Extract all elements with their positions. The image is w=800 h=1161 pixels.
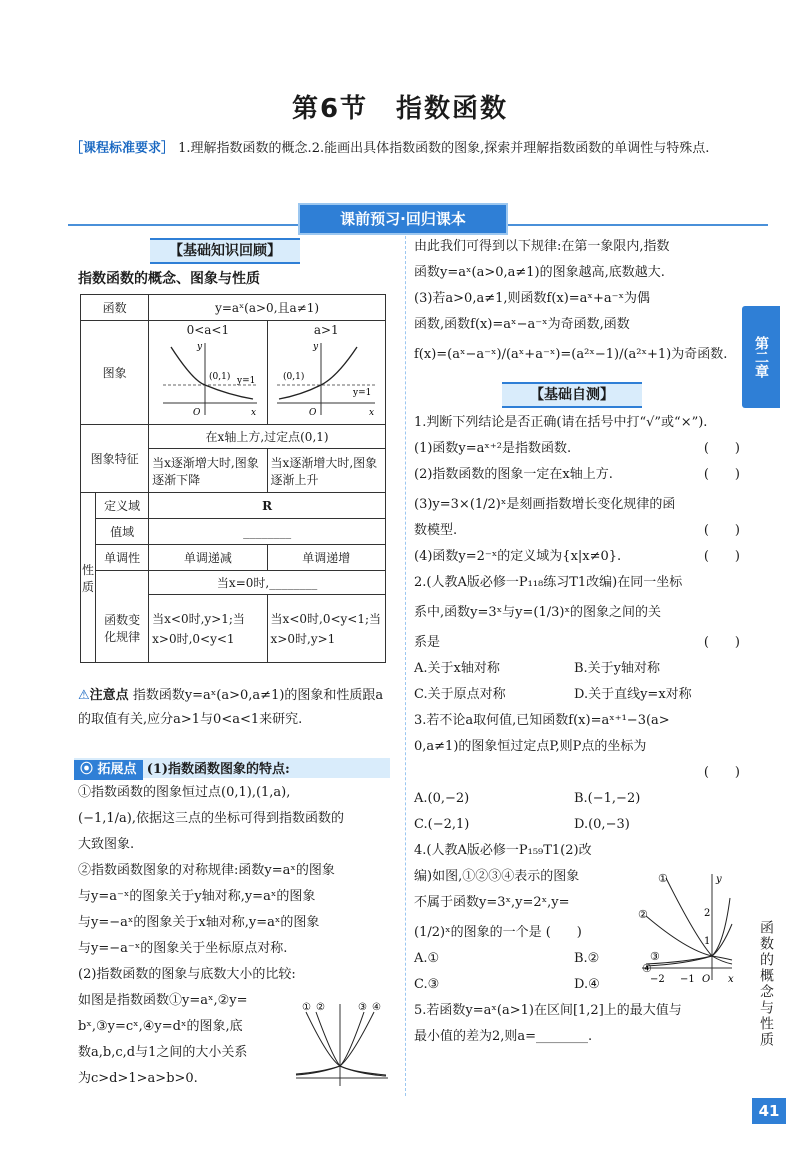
q1-4: (4)函数y=2⁻ˣ的定义域为{x|x≠0}. ( ) [414,544,740,570]
q4-curve-4: ④ [642,962,652,975]
knowledge-review-head: 【基础知识回顾】 [150,238,300,264]
q3-paren [414,760,740,786]
q4-opt-c[interactable]: C.③ [414,977,440,992]
standard-tag: ［课程标准要求］ [70,141,175,156]
q3-options [414,786,740,838]
note-tag: 注意点 [89,688,129,703]
answer-paren[interactable]: ( ) [703,467,740,482]
cond-left: 0<a<1 [186,323,230,337]
q4-x-axis: x [728,974,734,985]
ext-line-11: 数a,b,c,d与1之间的大小关系 [78,1045,248,1060]
graph-decreasing [149,321,267,425]
feature-common: 在x轴上方,过定点(0,1) [149,425,386,449]
extension-head [74,758,390,778]
q3a: 3.若不论a取何值,已知函数f(x)=aˣ⁺¹−3(a> [414,713,670,728]
q4c: 不属于函数y=3ˣ,y=2ˣ,y= [414,895,570,910]
q4-tick-1: 1 [704,936,711,947]
q4-graph [636,868,736,988]
note-block [78,684,392,732]
func-label: 函数 [81,295,149,321]
range-label: 值域 [96,519,149,545]
change-left: 当x<0时,y>1;当x>0时,0<y<1 [149,595,267,663]
q2-opt-d[interactable]: D.关于直线y=x对称 [574,687,692,702]
answer-paren[interactable]: ( ) [703,441,740,456]
chapter-side-label: 函数的概念与性质 [758,920,774,1048]
curve-label-4: ④ [372,1002,381,1013]
q2-opt-b[interactable]: B.关于y轴对称 [574,661,661,676]
answer-paren[interactable]: ( ) [703,765,740,780]
x-axis-left: x [250,408,256,418]
graph-label: 图象 [81,321,149,425]
q1-3b: 数模型. ( ) [414,518,740,544]
feature-right: 当x逐渐增大时,图象逐渐上升 [267,449,385,493]
right-intro [414,234,740,368]
q4-origin: O [702,974,711,985]
q4-y-axis: y [716,874,722,885]
answer-paren[interactable]: ( ) [545,925,582,940]
origin-left: O [192,408,201,418]
q3-opt-d[interactable]: D.(0,−3) [574,817,630,832]
change-label: 函数变化规律 [96,595,149,663]
q4-opt-b[interactable]: B.② [574,951,600,966]
extension-tag [74,760,143,780]
ext-line-6: 与y=−aˣ的图象关于x轴对称,y=aˣ的图象 [78,915,320,930]
ext-line-8: (2)指数函数的图象与底数大小的比较: [78,967,296,982]
q2-options [414,656,740,708]
nature-label: 性质 [81,493,96,663]
q5b: 最小值的差为2,则a=________. [414,1029,593,1044]
point-label-left: (0,1) [208,372,231,382]
curve-label-1: ① [302,1002,311,1013]
chapter-tab: 第二章 [742,306,780,408]
feature-left: 当x逐渐增大时,图象逐渐下降 [149,449,267,493]
q3-opt-a[interactable]: A.(0,−2) [414,791,470,806]
q4-curve-3: ③ [650,950,660,963]
q4-opt-a[interactable]: A.① [414,951,440,966]
increasing-graph [271,337,381,419]
extension-title: (1)指数函数图象的特点: [146,762,290,777]
q4b: 编)如图,①②③④表示的图象 [414,869,580,884]
q4-curve-1: ① [658,872,668,885]
mono-left: 单调递减 [149,545,267,571]
q2b: 系中,函数y=3ˣ与y=(1/3)ˣ的图象之间的关 [414,605,661,620]
y1-label-right: y=1 [353,388,372,398]
q4a: 4.(人教A版必修一P₁₅₉T1(2)改 [414,843,592,858]
change-right: 当x<0时,0<y<1;当x>0时,y>1 [267,595,385,663]
q1-3a: (3)y=3×(1/2)ˣ是刻画指数增长变化规律的函 [414,497,676,512]
page-number: 41 [752,1098,786,1124]
right-p5: f(x)=(aˣ−a⁻ˣ)/(aˣ+a⁻ˣ)=(a²ˣ−1)/(a²ˣ+1)为奇函数. [414,347,728,362]
mono-right: 单调递增 [267,545,385,571]
range-value: ________ [149,519,386,545]
q1-2: (2)指数函数的图象一定在x轴上方. ( ) [414,462,740,488]
x-axis-right: x [369,408,375,418]
right-p2: 函数y=aˣ(a>0,a≠1)的图象越高,底数越大. [414,265,665,280]
right-p1: 由此我们可得到以下规律:在第一象限内,指数 [414,239,670,254]
right-p4: 函数,函数f(x)=aˣ−a⁻ˣ为奇函数,函数 [414,317,630,332]
q2a: 2.(人教A版必修一P₁₁₈练习T1改编)在同一坐标 [414,575,683,590]
pin-icon: ⦿ [80,762,94,777]
q1: 1.判断下列结论是否正确(请在括号中打“√”或“×”). [414,415,708,430]
curriculum-standard [70,136,750,162]
q4-opt-d[interactable]: D.④ [574,977,600,992]
base-compare-graph [292,1000,392,1090]
section-banner: 课前预习·回归课本 [298,203,508,235]
q3-opt-b[interactable]: B.(−1,−2) [574,791,641,806]
ext-line-10: bˣ,③y=cˣ,④y=dˣ的图象,底 [78,1019,243,1034]
page-title: 第6节 指数函数 [291,94,509,124]
domain-value: R [149,493,386,519]
y-axis-left: y [196,342,202,352]
q4d: (1/2)ˣ的图象的一个是 [414,925,542,940]
curve-label-3: ③ [358,1002,367,1013]
q4-tick-2: 2 [704,908,711,919]
cond-right: a>1 [313,323,339,337]
q4-curve-2: ② [638,908,648,921]
func-value: y=aˣ(a>0,且a≠1) [149,295,386,321]
ext-line-9: 如图是指数函数①y=aˣ,②y= [78,993,248,1008]
q4-tick-m1: −1 [680,974,695,985]
ext-line-4: ②指数函数图象的对称规律:函数y=aˣ的图象 [78,863,335,878]
self-test-head: 【基础自测】 [502,382,642,408]
q1-1: (1)函数y=aˣ⁺²是指数函数. ( ) [414,436,740,462]
note-text: 指数函数y=aˣ(a>0,a≠1)的图象和性质跟a的取值有关,应分a>1与0<a<1来研究. [78,688,384,727]
graph-increasing [267,321,385,425]
answer-paren[interactable]: ( ) [703,635,740,650]
q3b: 0,a≠1)的图象恒过定点P,则P点的坐标为 [414,739,647,754]
decreasing-graph [153,337,263,419]
ext-line-2: (−1,1/a),依据这三点的坐标可得到指数函数的 [78,811,344,826]
q2c: 系是 ( ) [414,630,740,656]
origin-right: O [309,408,317,418]
warning-icon: ⚠ [78,688,90,703]
feature-label: 图象特征 [81,425,149,493]
q3-opt-c[interactable]: C.(−2,1) [414,817,470,832]
ext-line-12: 为c>d>1>a>b>0. [78,1071,198,1086]
q5a: 5.若函数y=aˣ(a>1)在区间[1,2]上的最大值与 [414,1003,682,1018]
ext-line-1: ①指数函数的图象恒过点(0,1),(1,a), [78,785,291,800]
answer-paren[interactable]: ( ) [703,549,740,564]
domain-label: 定义域 [96,493,149,519]
y1-label-left: y=1 [236,376,256,386]
y-axis-right: y [313,342,319,352]
standard-text: 1.理解指数函数的概念.2.能画出具体指数函数的图象,探索并理解指数函数的单调性与特殊点. [178,141,710,156]
right-p3: (3)若a>0,a≠1,则函数f(x)=aˣ+a⁻ˣ为偶 [414,291,650,306]
q2-opt-c[interactable]: C.关于原点对称 [414,687,506,702]
q4-tick-m2: −2 [650,974,665,985]
curve-label-2: ② [316,1002,325,1013]
properties-table [80,294,386,663]
table-subhead: 指数函数的概念、图象与性质 [78,271,260,287]
ext-line-5: 与y=a⁻ˣ的图象关于y轴对称,y=aˣ的图象 [78,889,316,904]
mono-label: 单调性 [96,545,149,571]
extension-tag-label: 拓展点 [97,762,137,777]
column-divider [405,236,406,1096]
ext-line-3: 大致图象. [78,837,135,852]
answer-paren[interactable]: ( ) [703,523,740,538]
point-label-right: (0,1) [283,372,305,382]
x0-text: 当x=0时,________ [149,571,386,595]
q2-opt-a[interactable]: A.关于x轴对称 [414,661,500,676]
ext-line-7: 与y=−a⁻ˣ的图象关于坐标原点对称. [78,941,288,956]
